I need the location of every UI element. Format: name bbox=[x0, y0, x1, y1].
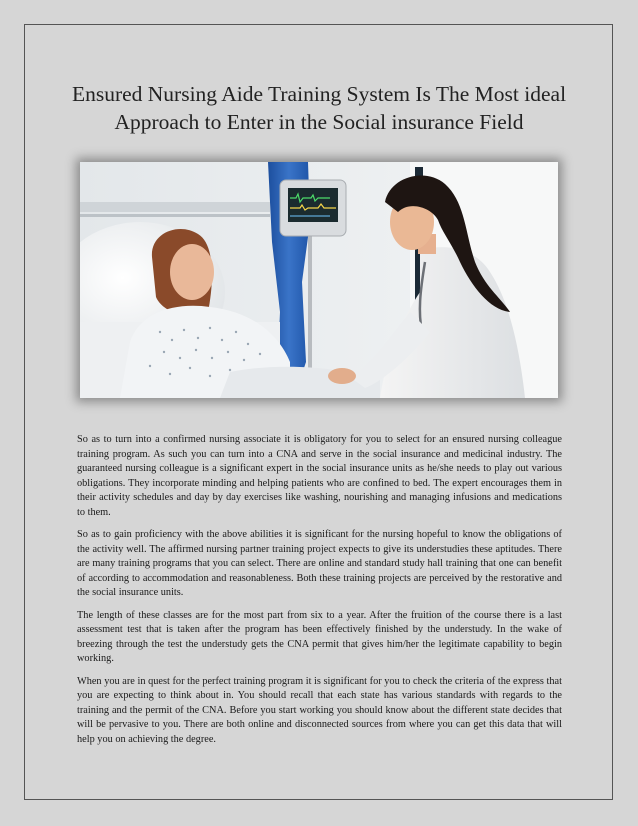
body-text bbox=[77, 433, 562, 755]
nurse-patient-photo bbox=[80, 162, 558, 398]
document-title: Ensured Nursing Aide Training System Is The Most ideal Approach to Enter in the Social insurance Field bbox=[71, 82, 567, 134]
paragraph: When you are in quest for the perfect training program it is significant for you to check the criteria of the express that you are expecting to think about in. You should recall that each state has various standards with regards to the training and the permit of the CNA. Before you start working you should know about the different state decides that will be pervasive to you. There are both online and disconnected sources from where you can get this data that will help you on achieving the degree. bbox=[77, 675, 562, 745]
paragraph: So as to turn into a confirmed nursing associate it is obligatory for you to select for an ensured nursing colleague training program. As such you can turn into a CNA and serve in the social insurance and medicinal industry. The guaranteed nursing colleague is a significant expert in the social insurance units as he/she needs to play out various obligations. They incorporate minding and helping patients who are confined to bed. The expert encourages them in their activity schedules and day by day exercises like washing, nourishing and managing infusions and medications to them. bbox=[77, 434, 562, 518]
paragraph: So as to gain proficiency with the above abilities it is significant for the nursing hopeful to know the obligations of the activity well. The affirmed nursing partner training project expects to give its understudies these aptitudes. There are many training programs that you can select. There are online and standard study hall training that one can benefit of according to accommodation and reasonableness. Both these training projects are perceived by the restorative and the social insurance units. bbox=[77, 529, 562, 598]
paragraph: The length of these classes are for the most part from six to a year. After the fruition of the course there is a last assessment test that is taken after the program has been effectively finished by the understudy. In the wake of breezing through the test the understudy gets the CNA permit that gives him/her the legitimate capability to begin working. bbox=[77, 609, 562, 664]
